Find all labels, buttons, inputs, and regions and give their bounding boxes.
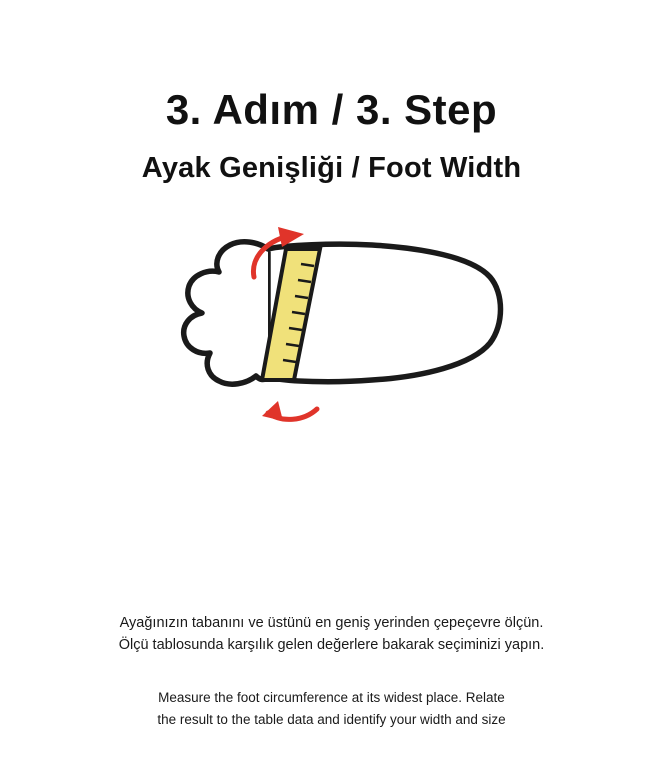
caption-turkish — [72, 612, 592, 657]
figure-container — [0, 225, 663, 515]
foot-width-measurement-diagram — [72, 225, 592, 515]
caption-turkish-line-2: Ölçü tablosunda karşılık gelen değerlere bakarak seçiminizi yapın. — [118, 637, 545, 654]
foot-outline-icon — [183, 242, 500, 384]
caption-turkish-line-1: Ayağınızın tabanını ve üstünü en geniş yerinden çepeçevre ölçün. — [119, 615, 544, 631]
caption-english-line-1: Measure the foot circumference at its widest place. Relate — [158, 689, 505, 705]
curved-arrow-down-icon — [262, 401, 317, 421]
title-block — [0, 88, 663, 185]
page-subtitle: Ayak Genişliği / Foot Width — [141, 152, 522, 185]
caption-english — [92, 687, 572, 730]
page-title: 3. Adım / 3. Step — [165, 86, 498, 133]
caption-block — [0, 612, 663, 730]
caption-english-line-2: the result to the table data and identify your width and size — [157, 711, 506, 727]
